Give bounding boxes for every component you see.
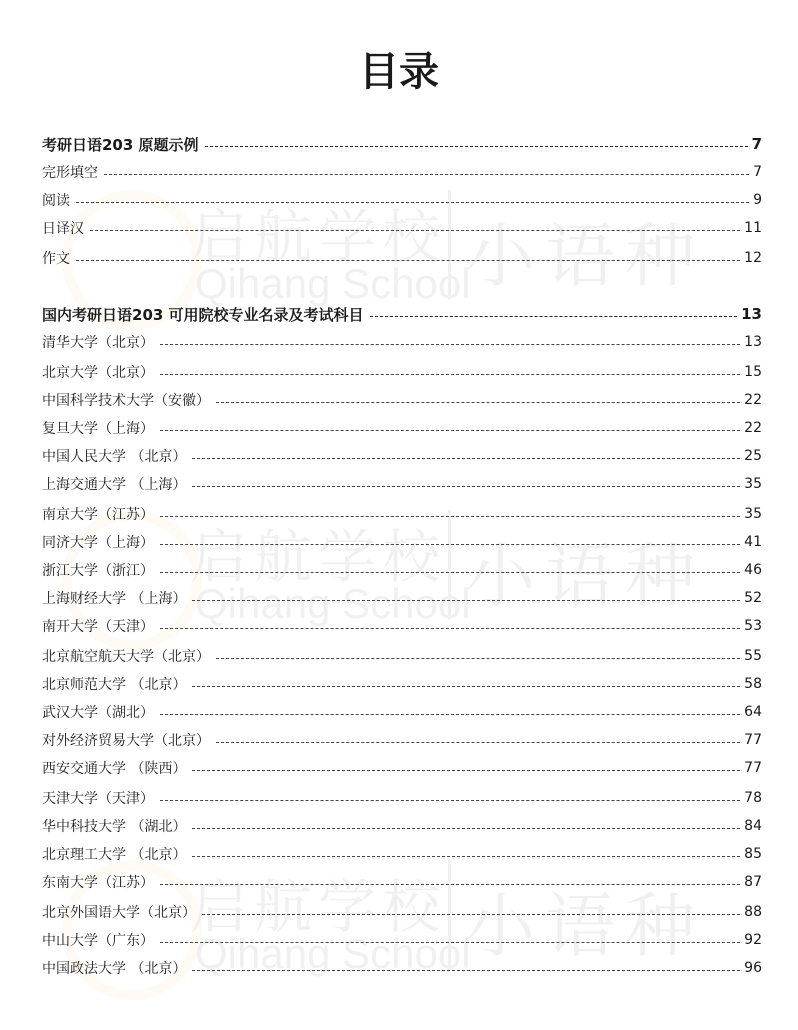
toc-entry-label: 北京师范大学 （北京） xyxy=(42,677,187,693)
dot-leader xyxy=(104,174,749,175)
toc-entry-label: 北京理工大学 （北京） xyxy=(42,847,187,863)
toc-entry-label: 天津大学（天津） xyxy=(42,791,154,807)
toc-entry-label: 北京大学（北京） xyxy=(42,365,154,381)
toc-entry-page: 46 xyxy=(744,562,762,578)
dot-leader xyxy=(192,486,740,487)
toc-entry-page: 41 xyxy=(744,534,762,550)
dot-leader xyxy=(216,742,740,743)
toc-entry[interactable] xyxy=(42,360,762,384)
toc-entry[interactable] xyxy=(42,558,762,582)
dot-leader xyxy=(160,516,740,517)
toc-entry[interactable] xyxy=(42,700,762,724)
watermark-brand-en: Qihang School xyxy=(195,930,471,977)
toc-entry-page: 15 xyxy=(744,364,762,380)
toc-entry-label: 完形填空 xyxy=(42,165,98,181)
toc-entry[interactable] xyxy=(42,900,762,924)
watermark-tagline: 小语种 xyxy=(465,535,705,617)
toc-section-page: 13 xyxy=(741,305,762,323)
toc-entry-label: 武汉大学（湖北） xyxy=(42,705,154,721)
toc-entry[interactable] xyxy=(42,870,762,894)
toc-entry[interactable] xyxy=(42,586,762,610)
toc-entry-label: 东南大学（江苏） xyxy=(42,875,154,891)
toc-entry-label: 复旦大学（上海） xyxy=(42,421,154,437)
toc-entry-page: 58 xyxy=(744,676,762,692)
dot-leader xyxy=(370,316,738,317)
dot-leader xyxy=(205,146,748,147)
toc-entry-page: 22 xyxy=(744,420,762,436)
toc-entry-label: 同济大学（上海） xyxy=(42,535,154,551)
toc-entry-label: 北京外国语大学（北京） xyxy=(42,905,196,921)
toc-entry[interactable] xyxy=(42,530,762,554)
toc-entry-page: 77 xyxy=(744,732,762,748)
watermark-brand-cn: 启航学校 xyxy=(190,203,447,271)
toc-section-label: 考研日语203 原题示例 xyxy=(42,135,199,154)
watermark-brand-en: Qihang School xyxy=(195,260,471,307)
toc-entry-page: 22 xyxy=(744,392,762,408)
watermark-tagline: 小语种 xyxy=(465,215,705,297)
toc-entry-label: 作文 xyxy=(42,251,70,267)
toc-entry-label: 中国政法大学 （北京） xyxy=(42,961,187,977)
dot-leader xyxy=(192,856,740,857)
toc-section-label: 国内考研日语203 可用院校专业名录及考试科目 xyxy=(42,305,364,324)
toc-entry-label: 清华大学（北京） xyxy=(42,335,154,351)
toc-entry[interactable] xyxy=(42,388,762,412)
toc-entry-page: 85 xyxy=(744,846,762,862)
dot-leader xyxy=(160,344,740,345)
toc-section[interactable] xyxy=(42,302,762,326)
toc-entry[interactable] xyxy=(42,928,762,952)
watermark-brand-cn: 启航学校 xyxy=(190,523,447,591)
toc-entry-page: 7 xyxy=(753,164,762,180)
dot-leader xyxy=(160,374,740,375)
toc-entry[interactable] xyxy=(42,444,762,468)
page-title: 目录 xyxy=(359,49,439,95)
dot-leader xyxy=(160,800,740,801)
toc-entry[interactable] xyxy=(42,956,762,980)
dot-leader xyxy=(160,884,740,885)
toc-entry-label: 南开大学（天津） xyxy=(42,619,154,635)
dot-leader xyxy=(160,544,740,545)
dot-leader xyxy=(192,458,740,459)
toc-entry-page: 92 xyxy=(744,932,762,948)
toc-entry[interactable] xyxy=(42,416,762,440)
toc-entry-page: 35 xyxy=(744,476,762,492)
toc-entry-page: 9 xyxy=(753,192,762,208)
toc-section-page: 7 xyxy=(751,135,762,153)
toc-entry-label: 南京大学（江苏） xyxy=(42,507,154,523)
toc-entry-page: 13 xyxy=(744,334,762,350)
toc-entry[interactable] xyxy=(42,216,762,240)
dot-leader xyxy=(192,770,740,771)
toc-entry[interactable] xyxy=(42,472,762,496)
toc-entry-page: 52 xyxy=(744,590,762,606)
toc-entry[interactable] xyxy=(42,330,762,354)
toc-section[interactable] xyxy=(42,132,762,156)
toc-entry-label: 中国科学技术大学（安徽） xyxy=(42,393,210,409)
toc-entry-label: 日译汉 xyxy=(42,221,84,237)
toc-entry[interactable] xyxy=(42,756,762,780)
dot-leader xyxy=(192,970,740,971)
toc-entry-page: 12 xyxy=(744,250,762,266)
toc-entry[interactable] xyxy=(42,814,762,838)
dot-leader xyxy=(202,914,740,915)
dot-leader xyxy=(192,686,740,687)
dot-leader xyxy=(160,572,740,573)
dot-leader xyxy=(216,402,740,403)
dot-leader xyxy=(160,942,740,943)
toc-entry-page: 55 xyxy=(744,648,762,664)
toc-entry-label: 中国人民大学 （北京） xyxy=(42,449,187,465)
dot-leader xyxy=(76,202,749,203)
toc-entry-label: 华中科技大学 （湖北） xyxy=(42,819,187,835)
toc-entry[interactable] xyxy=(42,786,762,810)
dot-leader xyxy=(192,600,740,601)
toc-entry[interactable] xyxy=(42,644,762,668)
watermark-brand-cn: 启航学校 xyxy=(190,873,447,941)
toc-entry[interactable] xyxy=(42,614,762,638)
toc-entry-page: 11 xyxy=(744,220,762,236)
watermark-brand-en: Qihang School xyxy=(195,580,471,627)
toc-entry[interactable] xyxy=(42,246,762,270)
toc-entry-page: 87 xyxy=(744,874,762,890)
toc-entry-label: 北京航空航天大学（北京） xyxy=(42,649,210,665)
toc-entry-page: 96 xyxy=(744,960,762,976)
dot-leader xyxy=(216,658,740,659)
toc-entry-page: 77 xyxy=(744,760,762,776)
toc-entry-page: 53 xyxy=(744,618,762,634)
toc-entry-page: 84 xyxy=(744,818,762,834)
toc-entry-page: 88 xyxy=(744,904,762,920)
toc-entry-label: 上海财经大学 （上海） xyxy=(42,591,187,607)
toc-entry[interactable] xyxy=(42,842,762,866)
dot-leader xyxy=(76,260,740,261)
dot-leader xyxy=(160,430,740,431)
dot-leader xyxy=(90,230,740,231)
dot-leader xyxy=(160,714,740,715)
toc-entry-label: 中山大学（广东） xyxy=(42,933,154,949)
toc-entry-page: 64 xyxy=(744,704,762,720)
toc-entry[interactable] xyxy=(42,188,762,212)
dot-leader xyxy=(160,628,740,629)
toc-entry[interactable] xyxy=(42,160,762,184)
toc-entry-label: 阅读 xyxy=(42,193,70,209)
watermark-tagline: 小语种 xyxy=(465,885,705,967)
toc-entry-page: 35 xyxy=(744,506,762,522)
toc-entry-page: 78 xyxy=(744,790,762,806)
dot-leader xyxy=(192,828,740,829)
toc-entry-label: 西安交通大学 （陕西） xyxy=(42,761,187,777)
toc-entry-label: 浙江大学（浙江） xyxy=(42,563,154,579)
toc-entry[interactable] xyxy=(42,728,762,752)
toc-entry[interactable] xyxy=(42,502,762,526)
toc-entry[interactable] xyxy=(42,672,762,696)
toc-entry-label: 上海交通大学 （上海） xyxy=(42,477,187,493)
toc-entry-page: 25 xyxy=(744,448,762,464)
toc-entry-label: 对外经济贸易大学（北京） xyxy=(42,733,210,749)
